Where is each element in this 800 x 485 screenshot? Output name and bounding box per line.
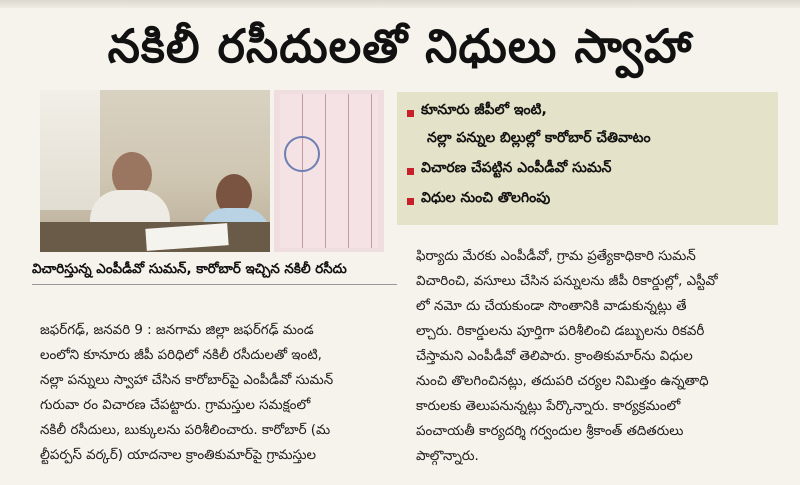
headline: నకిలీ రసీదులతో నిధులు స్వాహా [107, 19, 693, 73]
body-line: పాల్గొన్నారు. [416, 449, 479, 464]
photo-fake-receipt [274, 90, 384, 252]
photo-caption: విచారిస్తున్న ఎంపీడీవో సుమన్, కారోబార్ ఇచ్చిన నకిలీ రసీదు [32, 262, 347, 277]
highlight-item: విచారణ చేపట్టిన ఎంపీడీవో సుమన్ [421, 160, 612, 176]
body-line: లంలోని కూనూరు జీపీ పరిధిలో నకిలీ రసీదులతో ఇంటి, [40, 348, 322, 363]
body-line: నకిలీ రసీదులు, బుక్కులను పరిశీలించారు. కారోబార్ (మ [40, 423, 331, 438]
stamp-icon [284, 136, 320, 172]
top-strip [0, 0, 800, 8]
highlight-item: విధుల నుంచి తొలగింపు [421, 190, 551, 206]
body-line: కారులకు తెలుపనున్నట్లు పేర్కొన్నారు. కార్యక్రమంలో [416, 399, 681, 414]
caption-divider [32, 284, 397, 285]
body-line: ఫిర్యాదు మేరకు ఎంపీడీవో, గ్రామ ప్రత్యేకాధికారి సుమన్ [416, 249, 696, 264]
body-line: విచారించి, వసూలు చేసిన పన్నులను జీపీ రికార్డుల్లో, ఎస్టీవో [416, 274, 718, 289]
body-line: ల్టీపర్పస్ వర్కర్) యాదనాల క్రాంతికుమార్‌పై గ్రామస్తుల [40, 448, 317, 463]
body-line: నుంచి తొలగించినట్లు, తదుపరి చర్యల నిమిత్తం ఉన్నతాధి [416, 374, 709, 389]
body-line: ల్చారు. రికార్డులను పూర్తిగా పరిశీలించి డబ్బులను రికవరీ [416, 324, 705, 339]
highlight-item: నల్లా పన్నుల బిల్లుల్లో కారోబార్ చేతివాటం [427, 130, 651, 146]
body-line: నల్లా పన్నులు స్వాహా చేసిన కారోబార్‌పై ఎంపీడీవో సుమన్ [40, 373, 334, 388]
body-line: పంచాయతీ కార్యదర్శి గర్వందుల శ్రీకాంత్ తదితరులు [416, 424, 684, 439]
bullet-icon [407, 198, 414, 205]
body-line: లో నమో దు చేయకుండా సొంతానికి వాడుకున్నట్లు తే [416, 299, 687, 314]
article-column-left [40, 318, 400, 468]
highlights-box [397, 92, 778, 225]
bullet-icon [407, 110, 414, 117]
body-line: జఫర్‌గఢ్, జనవరి 9 : జనగామ జిల్లా జఫర్‌గఢ్ మండ [40, 323, 314, 338]
photo-mpdo-inquiry [40, 90, 270, 252]
article-column-right [416, 244, 776, 469]
highlight-item: కూనూరు జీపీలో ఇంటి, [421, 102, 547, 118]
body-line: చేస్తామని ఎంపీడీవో తెలిపారు. క్రాంతికుమార్‌ను విధుల [416, 349, 693, 364]
body-line: గురువా రం విచారణ చేపట్టారు. గ్రామస్తుల సమక్షంలో [40, 398, 311, 413]
bullet-icon [407, 168, 414, 175]
